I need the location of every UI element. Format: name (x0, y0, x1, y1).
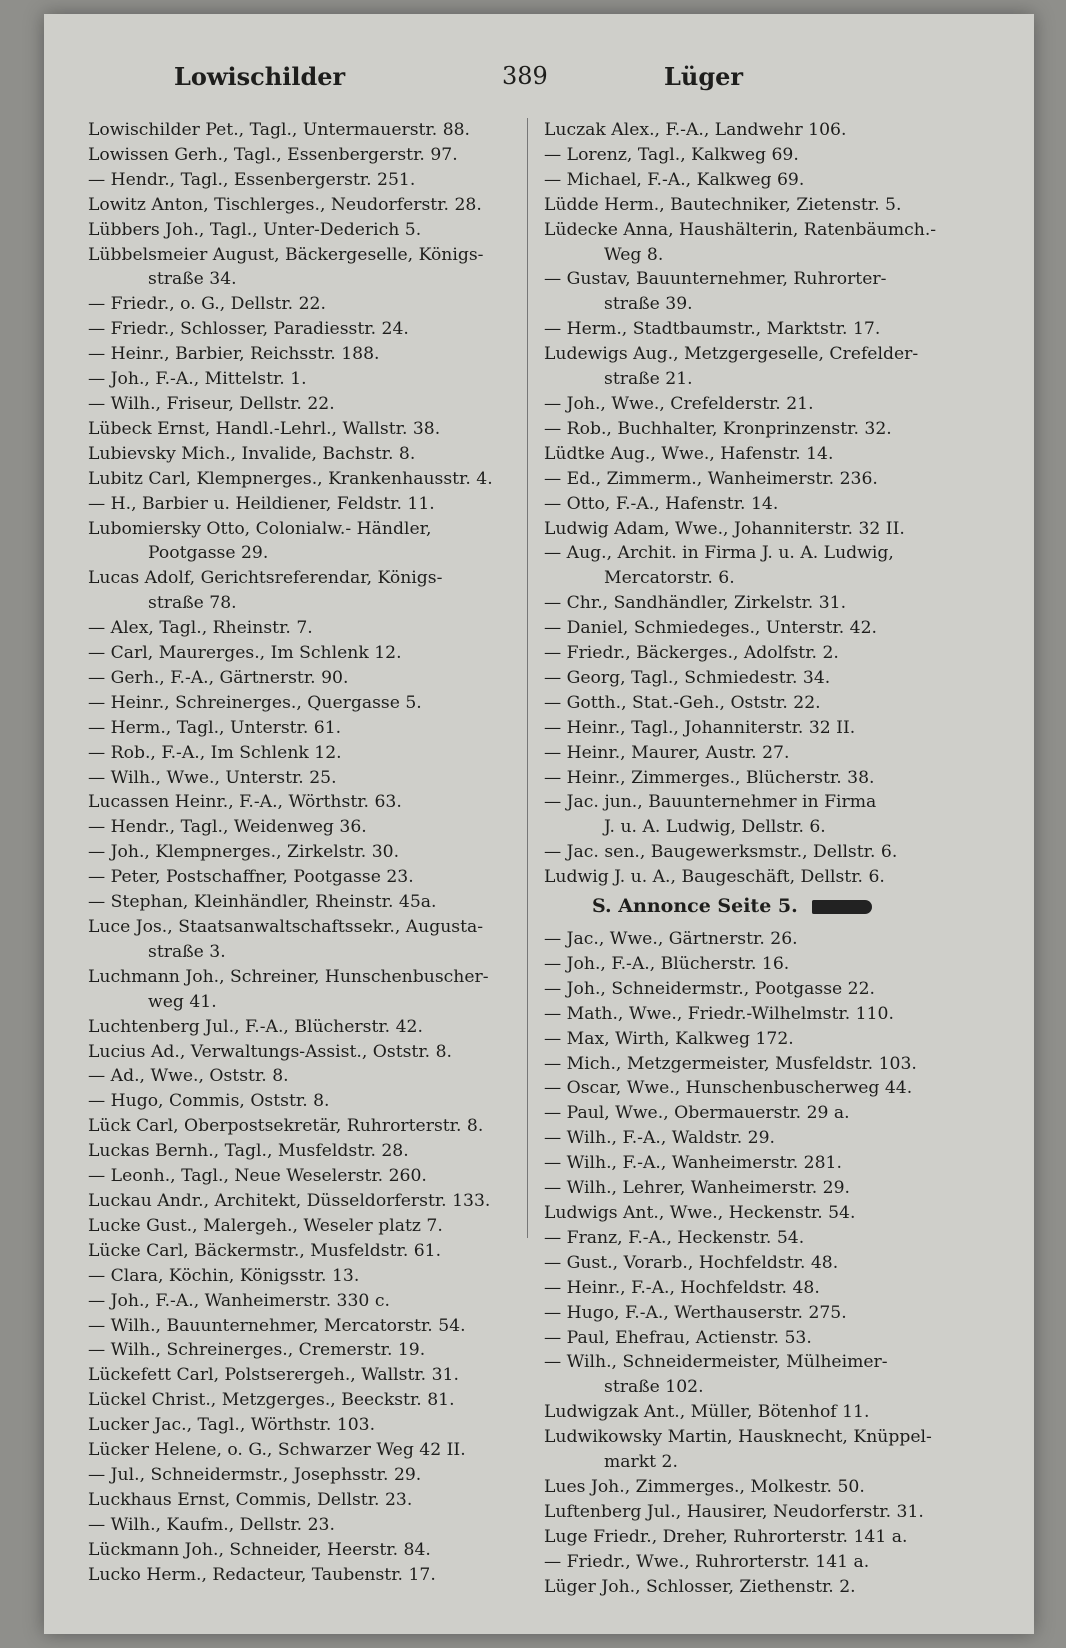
directory-entry: J. u. A. Ludwig, Dellstr. 6. (604, 817, 826, 838)
directory-entry: — Max, Wirth, Kalkweg 172. (544, 1028, 794, 1049)
directory-entry: — Hendr., Tagl., Essenbergerstr. 251. (88, 169, 416, 190)
directory-entry: — Georg, Tagl., Schmiedestr. 34. (544, 667, 831, 688)
directory-entry: — Friedr., Schlosser, Paradiesstr. 24. (88, 319, 409, 340)
directory-entry: — Otto, F.-A., Hafenstr. 14. (544, 493, 779, 514)
directory-entry: Ludwikowsky Martin, Hausknecht, Knüppel- (544, 1427, 932, 1448)
directory-entry: — Ed., Zimmerm., Wanheimerstr. 236. (544, 468, 878, 489)
directory-entry: — Aug., Archit. in Firma J. u. A. Ludwig, (544, 543, 894, 564)
directory-entry: — Clara, Köchin, Königsstr. 13. (88, 1265, 360, 1286)
directory-entry: Lowischilder Pet., Tagl., Untermauerstr. 88. (88, 120, 471, 140)
directory-entry: — Alex, Tagl., Rheinstr. 7. (88, 618, 313, 639)
directory-entry: Ludwig J. u. A., Baugeschäft, Dellstr. 6. (544, 867, 885, 888)
directory-entry: Lübbers Joh., Tagl., Unter-Dederich 5. (88, 219, 422, 240)
directory-entry: Lückmann Joh., Schneider, Heerstr. 84. (88, 1539, 431, 1560)
directory-entry: — Gust., Vorarb., Hochfeldstr. 48. (544, 1252, 839, 1273)
directory-entry: — Jac. jun., Bauunternehmer in Firma (544, 792, 877, 813)
directory-entry: — Wilh., Wwe., Unterstr. 25. (88, 767, 337, 788)
directory-entry: — Paul, Wwe., Obermauerstr. 29 a. (544, 1103, 850, 1124)
directory-entry: Lues Joh., Zimmerges., Molkestr. 50. (544, 1476, 865, 1497)
directory-entry: Lucker Jac., Tagl., Wörthstr. 103. (88, 1415, 376, 1436)
directory-entry: straße 78. (148, 593, 237, 614)
directory-entry: Lücke Carl, Bäckermstr., Musfeldstr. 61. (88, 1240, 442, 1261)
directory-entry: Lüdecke Anna, Haushälterin, Ratenbäumch.- (544, 219, 937, 240)
directory-entry: — Wilh., Friseur, Dellstr. 22. (88, 393, 335, 414)
directory-entry: — Jac., Wwe., Gärtnerstr. 26. (544, 929, 798, 949)
directory-entry: — Jul., Schneidermstr., Josephsstr. 29. (88, 1464, 422, 1485)
directory-entry: — Mich., Metzgermeister, Musfeldstr. 103. (544, 1053, 917, 1074)
running-header (44, 62, 1034, 102)
directory-entry: — Friedr., Bäckerges., Adolfstr. 2. (544, 643, 839, 664)
directory-entry: Lucas Adolf, Gerichtsreferendar, Königs- (88, 568, 443, 589)
advertisement-reference: S. Annonce Seite 5. (544, 894, 1004, 919)
directory-entry: — Peter, Postschaffner, Pootgasse 23. (88, 867, 414, 888)
header-first-name: Lowischilder (174, 62, 346, 91)
directory-entry: Lucko Herm., Redacteur, Taubenstr. 17. (88, 1564, 436, 1585)
directory-entry: — Rob., F.-A., Im Schlenk 12. (88, 742, 342, 763)
header-last-name: Lüger (664, 62, 744, 91)
directory-entry: Ludwig Adam, Wwe., Johanniterstr. 32 II. (544, 518, 905, 539)
directory-entry: — Herm., Stadtbaumstr., Marktstr. 17. (544, 319, 881, 340)
directory-entry: — Gotth., Stat.-Geh., Oststr. 22. (544, 692, 821, 713)
directory-entry: — Leonh., Tagl., Neue Weselerstr. 260. (88, 1166, 427, 1187)
directory-entry: — Joh., Klempnerges., Zirkelstr. 30. (88, 842, 400, 863)
directory-entry: — H., Barbier u. Heildiener, Feldstr. 11. (88, 493, 435, 514)
directory-entry: Weg 8. (604, 244, 664, 265)
directory-entry: — Heinr., Barbier, Reichsstr. 188. (88, 344, 380, 365)
directory-entry: Lückefett Carl, Polstserergeh., Wallstr. 31. (88, 1365, 459, 1386)
directory-entry: Lubomiersky Otto, Colonialw.- Händler, (88, 518, 432, 539)
directory-entry: straße 102. (604, 1377, 704, 1398)
directory-entry: Lüdtke Aug., Wwe., Hafenstr. 14. (544, 443, 834, 464)
directory-entry: Ludewigs Aug., Metzgergeselle, Crefelder- (544, 344, 919, 365)
directory-entry: — Oscar, Wwe., Hunschenbuscherweg 44. (544, 1078, 913, 1099)
directory-entry: Luckau Andr., Architekt, Düsseldorferstr. 133. (88, 1190, 491, 1211)
directory-entry: — Heinr., Zimmerges., Blücherstr. 38. (544, 767, 875, 788)
directory-entry: — Paul, Ehefrau, Actienstr. 53. (544, 1327, 812, 1348)
directory-entry: weg 41. (148, 991, 217, 1012)
directory-entry: Mercatorstr. 6. (604, 568, 735, 589)
directory-page (44, 14, 1034, 1634)
directory-entry: Ludwigs Ant., Wwe., Heckenstr. 54. (544, 1202, 856, 1223)
directory-entry: — Wilh., F.-A., Waldstr. 29. (544, 1128, 776, 1149)
directory-entry: markt 2. (604, 1452, 678, 1473)
directory-entry: Lowitz Anton, Tischlerges., Neudorferstr. 28. (88, 194, 482, 215)
directory-entry: — Hugo, Commis, Oststr. 8. (88, 1091, 330, 1112)
directory-entry: — Ad., Wwe., Oststr. 8. (88, 1066, 289, 1087)
directory-entry: — Jac. sen., Baugewerksmstr., Dellstr. 6. (544, 842, 898, 863)
directory-entry: Luce Jos., Staatsanwaltschaftssekr., Augusta- (88, 917, 484, 937)
directory-entry: — Carl, Maurerges., Im Schlenk 12. (88, 643, 402, 664)
directory-entry: Luckhaus Ernst, Commis, Dellstr. 23. (88, 1489, 413, 1510)
directory-entry: Lüdde Herm., Bautechniker, Zietenstr. 5. (544, 194, 902, 215)
directory-entry: Luftenberg Jul., Hausirer, Neudorferstr. 31. (544, 1501, 924, 1522)
directory-entry: Luchtenberg Jul., F.-A., Blücherstr. 42. (88, 1016, 423, 1037)
directory-entry: — Joh., F.-A., Wanheimerstr. 330 c. (88, 1290, 390, 1311)
directory-entry: — Rob., Buchhalter, Kronprinzenstr. 32. (544, 418, 892, 439)
directory-entry: Lübeck Ernst, Handl.-Lehrl., Wallstr. 38. (88, 418, 441, 439)
directory-entry: — Heinr., Maurer, Austr. 27. (544, 742, 790, 763)
directory-entry: — Friedr., Wwe., Ruhrorterstr. 141 a. (544, 1551, 870, 1572)
directory-entry: — Wilh., F.-A., Wanheimerstr. 281. (544, 1153, 842, 1174)
directory-entry: — Wilh., Schreinerges., Cremerstr. 19. (88, 1340, 426, 1361)
directory-entry: — Wilh., Lehrer, Wanheimerstr. 29. (544, 1178, 850, 1199)
directory-entry: Lubievsky Mich., Invalide, Bachstr. 8. (88, 443, 416, 464)
directory-entry: — Daniel, Schmiedeges., Unterstr. 42. (544, 618, 877, 639)
directory-entry: Lucke Gust., Malergeh., Weseler platz 7. (88, 1215, 443, 1236)
directory-entry: — Lorenz, Tagl., Kalkweg 69. (544, 144, 799, 165)
directory-entry: — Friedr., o. G., Dellstr. 22. (88, 294, 326, 315)
directory-entry: — Gustav, Bauunternehmer, Ruhrorter- (544, 269, 887, 290)
directory-entry: — Wilh., Schneidermeister, Mülheimer- (544, 1352, 888, 1373)
directory-entry: — Joh., F.-A., Blücherstr. 16. (544, 953, 790, 974)
directory-entry: straße 3. (148, 941, 226, 962)
directory-entry: Lückel Christ., Metzgerges., Beeckstr. 81. (88, 1390, 455, 1411)
directory-entry: straße 21. (604, 369, 693, 390)
directory-entry: — Math., Wwe., Friedr.-Wilhelmstr. 110. (544, 1003, 894, 1024)
directory-entry: Pootgasse 29. (148, 543, 269, 564)
directory-entry: Luge Friedr., Dreher, Ruhrorterstr. 141 a. (544, 1526, 908, 1547)
directory-entry: — Franz, F.-A., Heckenstr. 54. (544, 1227, 805, 1248)
directory-entry: straße 39. (604, 294, 693, 315)
directory-entry: Luczak Alex., F.-A., Landwehr 106. (544, 120, 847, 140)
directory-entry: Lücker Helene, o. G., Schwarzer Weg 42 II. (88, 1440, 466, 1461)
directory-entry: Lüger Joh., Schlosser, Ziethenstr. 2. (544, 1576, 856, 1597)
directory-entry: — Joh., F.-A., Mittelstr. 1. (88, 369, 307, 390)
left-column (88, 118, 532, 1587)
directory-entry: — Heinr., Tagl., Johanniterstr. 32 II. (544, 717, 856, 738)
directory-entry: Lübbelsmeier August, Bäckergeselle, Königs- (88, 244, 484, 265)
directory-entry: — Joh., Wwe., Crefelderstr. 21. (544, 393, 814, 414)
directory-entry: Luckas Bernh., Tagl., Musfeldstr. 28. (88, 1141, 409, 1162)
directory-entry: — Heinr., Schreinerges., Quergasse 5. (88, 692, 422, 713)
directory-entry: — Chr., Sandhändler, Zirkelstr. 31. (544, 593, 847, 614)
directory-entry: — Michael, F.-A., Kalkweg 69. (544, 169, 805, 190)
directory-entry: Lück Carl, Oberpostsekretär, Ruhrorterstr. 8. (88, 1116, 484, 1137)
directory-entry: — Hendr., Tagl., Weidenweg 36. (88, 817, 367, 838)
directory-entry: — Wilh., Kaufm., Dellstr. 23. (88, 1514, 335, 1535)
pointing-hand-icon (812, 900, 872, 914)
directory-entry: Lowissen Gerh., Tagl., Essenbergerstr. 97. (88, 144, 458, 165)
directory-entry: — Herm., Tagl., Unterstr. 61. (88, 717, 342, 738)
page-number: 389 (502, 62, 548, 90)
directory-entry: — Hugo, F.-A., Werthauserstr. 275. (544, 1302, 847, 1323)
directory-entry: — Joh., Schneidermstr., Pootgasse 22. (544, 978, 876, 999)
directory-entry: Lucius Ad., Verwaltungs-Assist., Oststr. 8. (88, 1041, 452, 1062)
directory-entry: — Wilh., Bauunternehmer, Mercatorstr. 54. (88, 1315, 466, 1336)
directory-entry: — Heinr., F.-A., Hochfeldstr. 48. (544, 1277, 820, 1298)
directory-entry: Lucassen Heinr., F.-A., Wörthstr. 63. (88, 792, 402, 813)
directory-entry: Lubitz Carl, Klempnerges., Krankenhausstr. 4. (88, 468, 493, 489)
directory-entry: straße 34. (148, 269, 237, 290)
directory-entry: — Stephan, Kleinhändler, Rheinstr. 45a. (88, 892, 437, 913)
directory-entry: Luchmann Joh., Schreiner, Hunschenbuscher- (88, 966, 489, 987)
right-column (544, 118, 1004, 1599)
directory-entry: Ludwigzak Ant., Müller, Bötenhof 11. (544, 1402, 870, 1423)
directory-entry: — Gerh., F.-A., Gärtnerstr. 90. (88, 667, 349, 688)
